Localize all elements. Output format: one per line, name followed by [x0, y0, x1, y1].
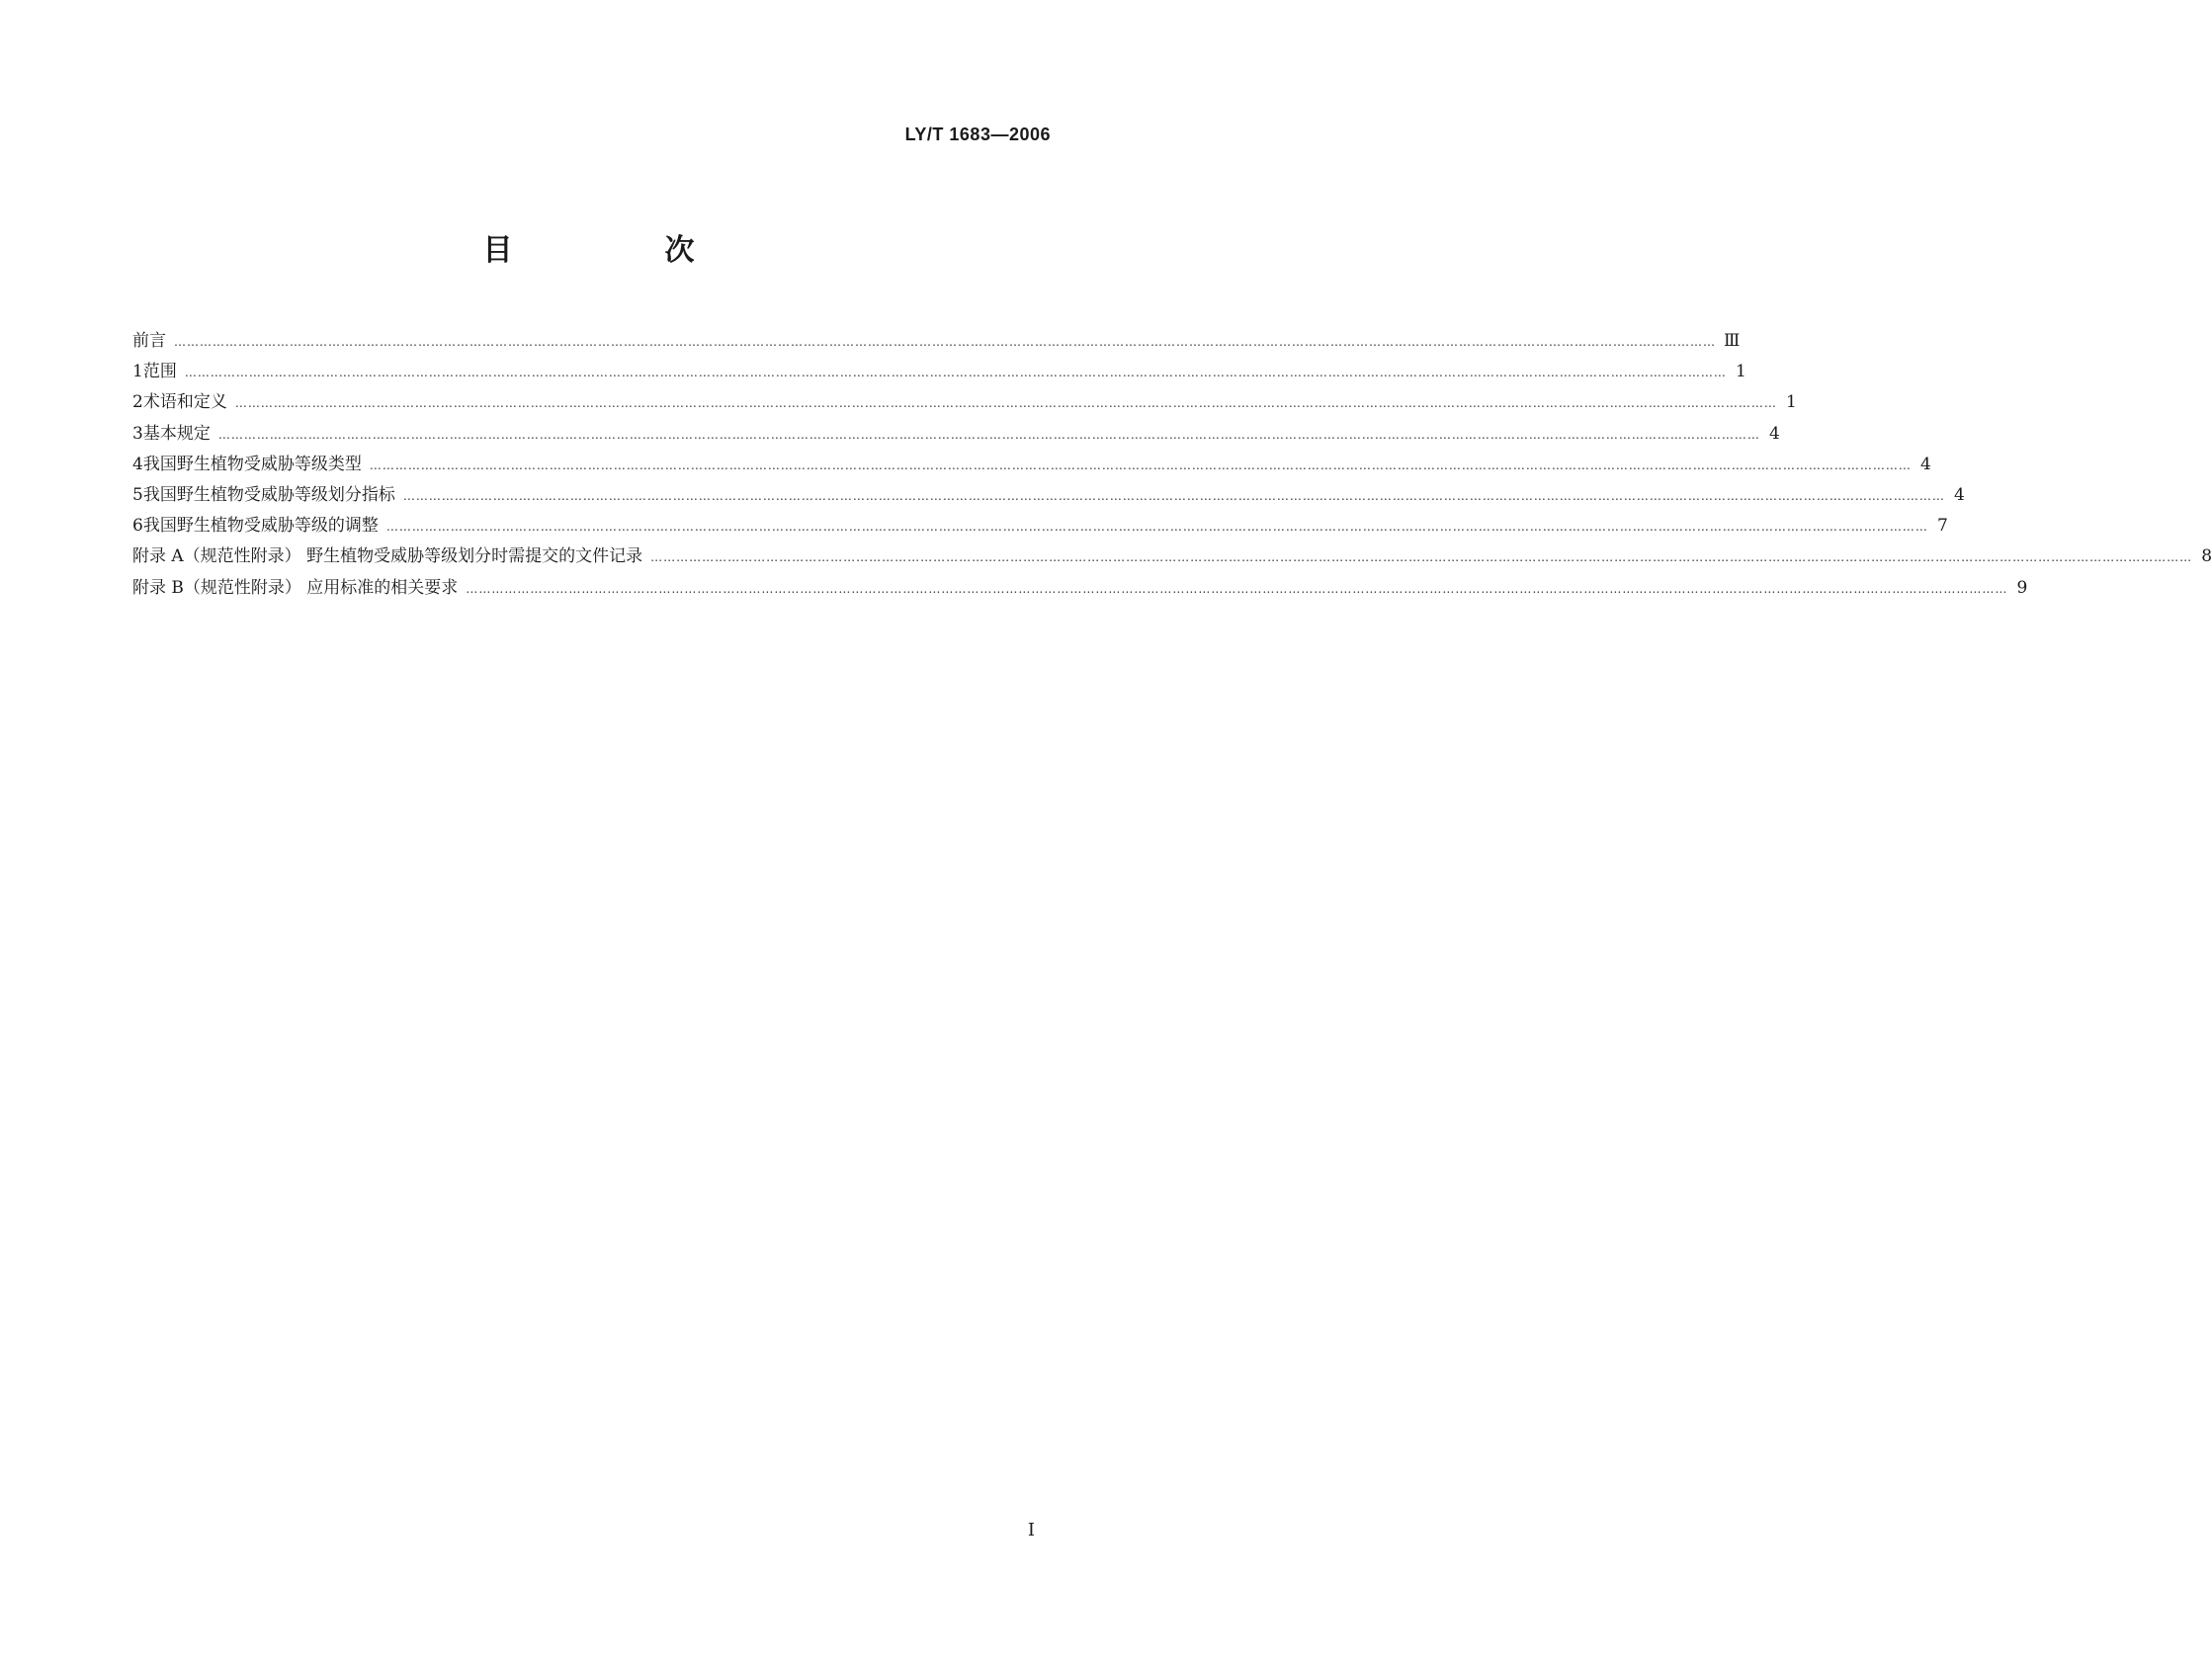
toc-leader-dots: ……………………………………………………………………………………………………………………………………………………………………………………………………………………………………………………………………………………………………………………………… — [369, 458, 1912, 472]
toc-entry-title: 我国野生植物受威胁等级的调整 — [142, 516, 379, 537]
toc-section-number: 3 — [132, 423, 143, 444]
toc-leader-dots: ……………………………………………………………………………………………………………………………………………………………………………………………………………………………………………………………………………………………………………………………… — [385, 520, 1928, 535]
toc-entry-5[interactable] — [132, 480, 1965, 511]
toc-section-number: 6 — [132, 516, 143, 537]
page-title: 目 次 — [482, 233, 756, 268]
toc-page-number: 7 — [1937, 516, 1948, 537]
toc-leader-dots: ……………………………………………………………………………………………………………………………………………………………………………………………………………………………………………………………………………………………………………………………… — [184, 366, 1727, 380]
toc-page-number: 4 — [1769, 423, 1780, 444]
toc-section-number: 5 — [132, 484, 143, 505]
toc-entry-2[interactable] — [132, 387, 1797, 418]
toc-leader-dots: ……………………………………………………………………………………………………………………………………………………………………………………………………………………………………………………………………………………………………………………………… — [402, 488, 1945, 503]
toc-page-number: 1 — [1736, 362, 1746, 382]
toc-section-number: 1 — [132, 362, 143, 382]
toc-leader-dots: ……………………………………………………………………………………………………………………………………………………………………………………………………………………………………………………………………………………………………………………………… — [650, 550, 2193, 565]
toc-leader-dots: ……………………………………………………………………………………………………………………………………………………………………………………………………………………………………………………………………………………………………………………………… — [174, 335, 1716, 349]
toc-leader-dots: ……………………………………………………………………………………………………………………………………………………………………………………………………………………………………………………………………………………………………………………………… — [217, 427, 1760, 442]
toc-entry-appendix-b[interactable] — [132, 573, 2028, 604]
toc-entry-title: 我国野生植物受威胁等级划分指标 — [142, 484, 395, 505]
toc-entry-title: 范围 — [142, 362, 177, 382]
toc-page-number: Ⅲ — [1724, 331, 1741, 351]
toc-entry-appendix-a[interactable] — [132, 541, 2212, 572]
toc-leader-dots: ……………………………………………………………………………………………………………………………………………………………………………………………………………………………………………………………………………………………………………………………… — [466, 581, 2008, 596]
toc-section-number: 4 — [132, 454, 143, 474]
toc-page-number: 1 — [1786, 392, 1797, 413]
toc-entry-title: 附录 A（规范性附录） 野生植物受威胁等级划分时需提交的文件记录 — [132, 546, 643, 567]
toc-entry-foreword[interactable] — [132, 326, 1741, 357]
footer-page-number: I — [1027, 1520, 1035, 1540]
toc-page-number: 4 — [1954, 484, 1965, 505]
toc-entry-title: 我国野生植物受威胁等级类型 — [142, 454, 362, 474]
toc-leader-dots: ……………………………………………………………………………………………………………………………………………………………………………………………………………………………………………………………………………………………………………………………… — [234, 396, 1777, 411]
toc-entry-title: 前言 — [132, 331, 166, 351]
toc-section-number: 2 — [132, 392, 143, 413]
toc-entry-1[interactable] — [132, 357, 1746, 387]
table-of-contents — [132, 326, 2212, 604]
toc-entry-4[interactable] — [132, 450, 1931, 480]
toc-entry-3[interactable] — [132, 419, 1780, 450]
toc-entry-6[interactable] — [132, 511, 1948, 541]
toc-page-number: 8 — [2201, 546, 2212, 567]
standard-code: LY/T 1683—2006 — [904, 125, 1051, 144]
toc-entry-title: 术语和定义 — [142, 392, 227, 413]
toc-page-number: 9 — [2016, 577, 2028, 598]
toc-entry-title: 基本规定 — [142, 423, 211, 444]
toc-entry-title: 附录 B（规范性附录） 应用标准的相关要求 — [132, 577, 459, 598]
toc-page-number: 4 — [1920, 454, 1931, 474]
